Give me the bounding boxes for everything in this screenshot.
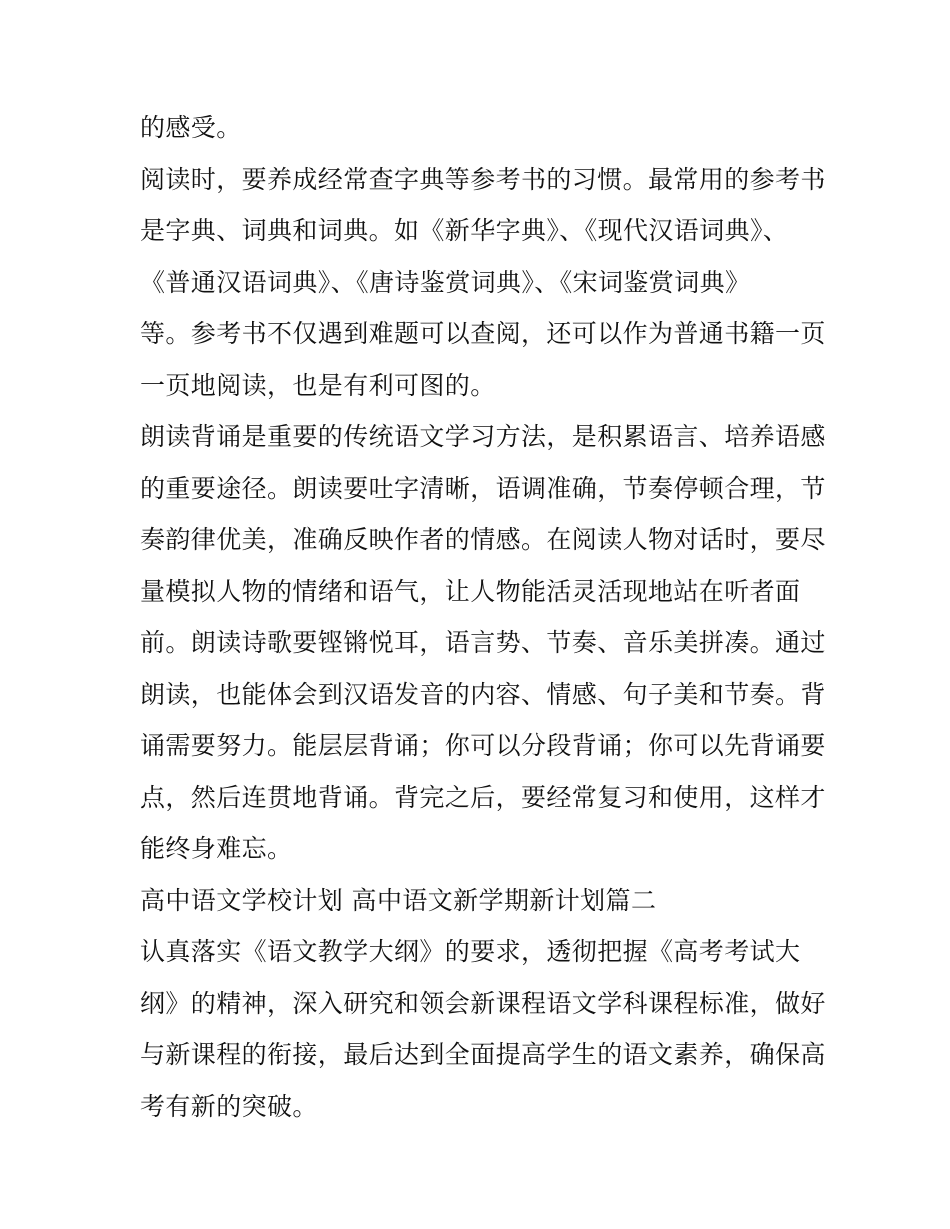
- text-line: 能终身难忘。: [140, 834, 293, 863]
- text-line: 是字典、词典和词典。如《新华字典》、《现代汉语词典》、: [140, 216, 789, 245]
- text-line: 《普通汉语词典》、《唐诗鉴赏词典》、《宋词鉴赏词典》: [140, 268, 751, 297]
- text-line: 等。参考书不仅遇到难题可以查阅，还可以作为普通书籍一页: [140, 319, 826, 348]
- text-line: 阅读时，要养成经常查字典等参考书的习惯。最常用的参考书: [140, 165, 826, 194]
- text-line: 的重要途径。朗读要吐字清晰，语调准确，节奏停顿合理，节: [140, 474, 826, 503]
- text-line: 诵需要努力。能层层背诵；你可以分段背诵；你可以先背诵要: [140, 731, 826, 760]
- text-line: 的感受。: [140, 113, 242, 142]
- text-line: 点，然后连贯地背诵。背完之后，要经常复习和使用，这样才: [140, 783, 826, 812]
- text-line: 朗读背诵是重要的传统语文学习方法，是积累语言、培养语感: [140, 422, 826, 451]
- text-line: 一页地阅读，也是有利可图的。: [140, 371, 496, 400]
- text-line: 纲》的精神，深入研究和领会新课程语文学科课程标准，做好: [140, 989, 826, 1018]
- text-line: 认真落实《语文教学大纲》的要求，透彻把握《高考考试大: [140, 937, 801, 966]
- section-heading: 高中语文学校计划 高中语文新学期新计划篇二: [140, 886, 657, 915]
- text-line: 前。朗读诗歌要铿锵悦耳，语言势、节奏、音乐美拼凑。通过: [140, 628, 826, 657]
- text-line: 朗读，也能体会到汉语发音的内容、情感、句子美和节奏。背: [140, 680, 826, 709]
- text-line: 奏韵律优美，准确反映作者的情感。在阅读人物对话时，要尽: [140, 525, 826, 554]
- text-line: 考有新的突破。: [140, 1092, 318, 1121]
- text-line: 与新课程的衔接，最后达到全面提高学生的语文素养，确保高: [140, 1040, 826, 1069]
- text-line: 量模拟人物的情绪和语气，让人物能活灵活现地站在听者面: [140, 577, 801, 606]
